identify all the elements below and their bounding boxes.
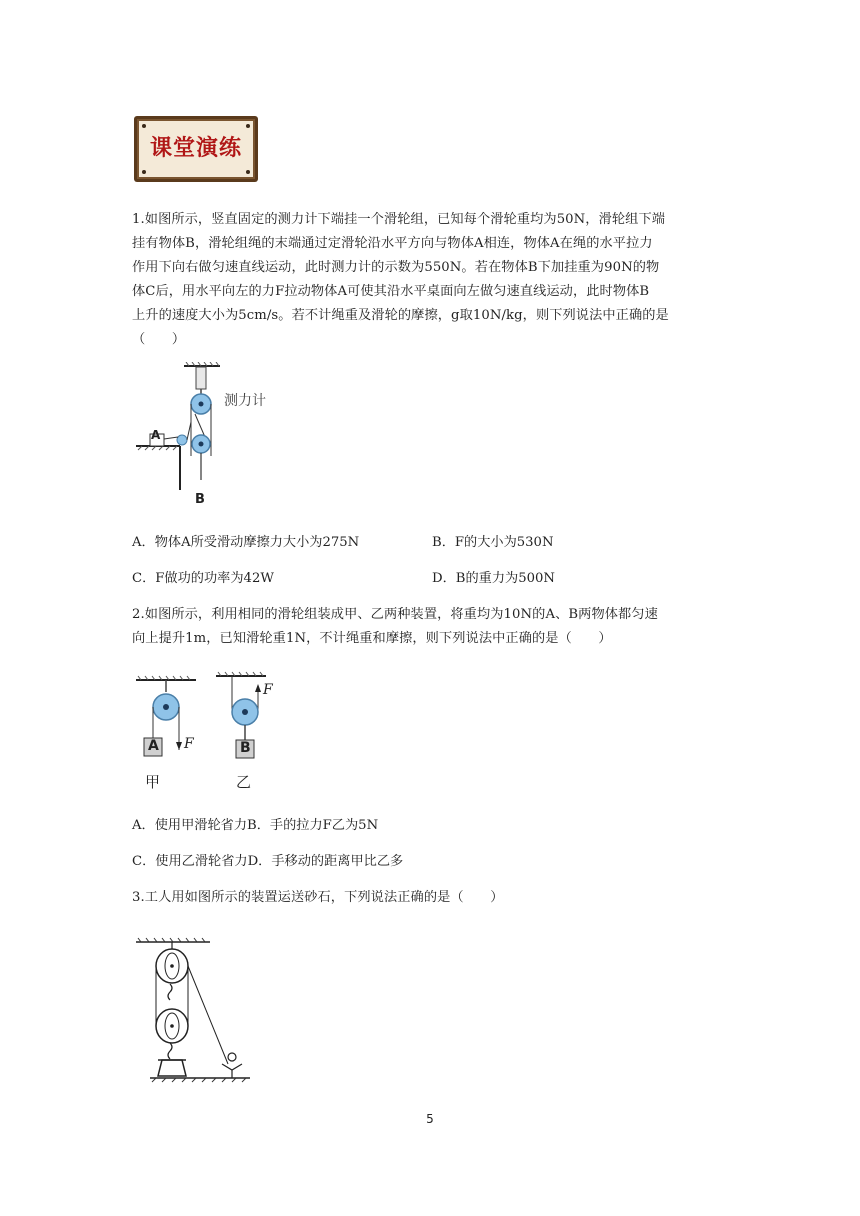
q2-options-cd: C．使用乙滑轮省力D．手移动的距离甲比乙多 <box>132 854 404 869</box>
label-force-yi: F <box>263 682 273 698</box>
q1-line: （ ） <box>132 332 186 347</box>
label-block-a: A <box>151 428 161 442</box>
question-3-text <box>132 886 732 910</box>
q2-line: 2.如图所示，利用相同的滑轮组装成甲、乙两种装置，将重均为10N的A、B两物体都匀速 <box>132 607 658 622</box>
q1-line: 作用下向右做匀速直线运动，此时测力计的示数为550N。若在物体B下加挂重为90N的物 <box>132 260 660 275</box>
q1-line: 上升的速度大小为5cm/s。若不计绳重及滑轮的摩擦，g取10N/kg，则下列说法中正确的是 <box>132 308 669 323</box>
label-block-a: A <box>148 738 159 754</box>
q1-option-c: C．F做功的功率为42W <box>132 571 274 586</box>
q1-option-a: A．物体A所受滑动摩擦力大小为275N <box>132 535 360 550</box>
figure-3 <box>132 936 262 1091</box>
section-title: 课堂演练 <box>149 136 242 161</box>
question-2-text <box>132 603 732 651</box>
q2-line: 向上提升1m，已知滑轮重1N，不计绳重和摩擦，则下列说法中正确的是（ ） <box>132 631 612 646</box>
page-number: 5 <box>426 1112 434 1126</box>
label-jia: 甲 <box>145 773 161 791</box>
label-block-b: B <box>240 740 251 756</box>
figure-2 <box>132 670 282 795</box>
label-force-meter: 测力计 <box>224 393 266 409</box>
label-block-b: B <box>195 492 205 507</box>
pulley-block-worker-diagram-icon <box>132 936 262 1091</box>
q1-line: 1.如图所示，竖直固定的测力计下端挂一个滑轮组，已知每个滑轮重均为50N，滑轮组下端 <box>132 212 666 227</box>
figure-1 <box>132 362 272 512</box>
q1-line: 挂有物体B，滑轮组绳的末端通过定滑轮沿水平方向与物体A相连，物体A在绳的水平拉力 <box>132 236 653 251</box>
q1-line: 体C后，用水平向左的力F拉动物体A可使其沿水平桌面向左做匀速直线运动，此时物体B <box>132 284 650 299</box>
question-1-text <box>132 208 732 352</box>
q1-option-d: D．B的重力为500N <box>432 571 555 586</box>
q1-option-b: B．F的大小为530N <box>432 535 554 550</box>
q2-options-ab: A．使用甲滑轮省力B．手的拉力F乙为5N <box>132 818 379 833</box>
q3-line: 3.工人用如图所示的装置运送砂石，下列说法正确的是（ ） <box>132 890 504 905</box>
label-yi: 乙 <box>236 773 252 791</box>
section-badge <box>132 114 260 184</box>
label-force-jia: F <box>184 736 194 752</box>
